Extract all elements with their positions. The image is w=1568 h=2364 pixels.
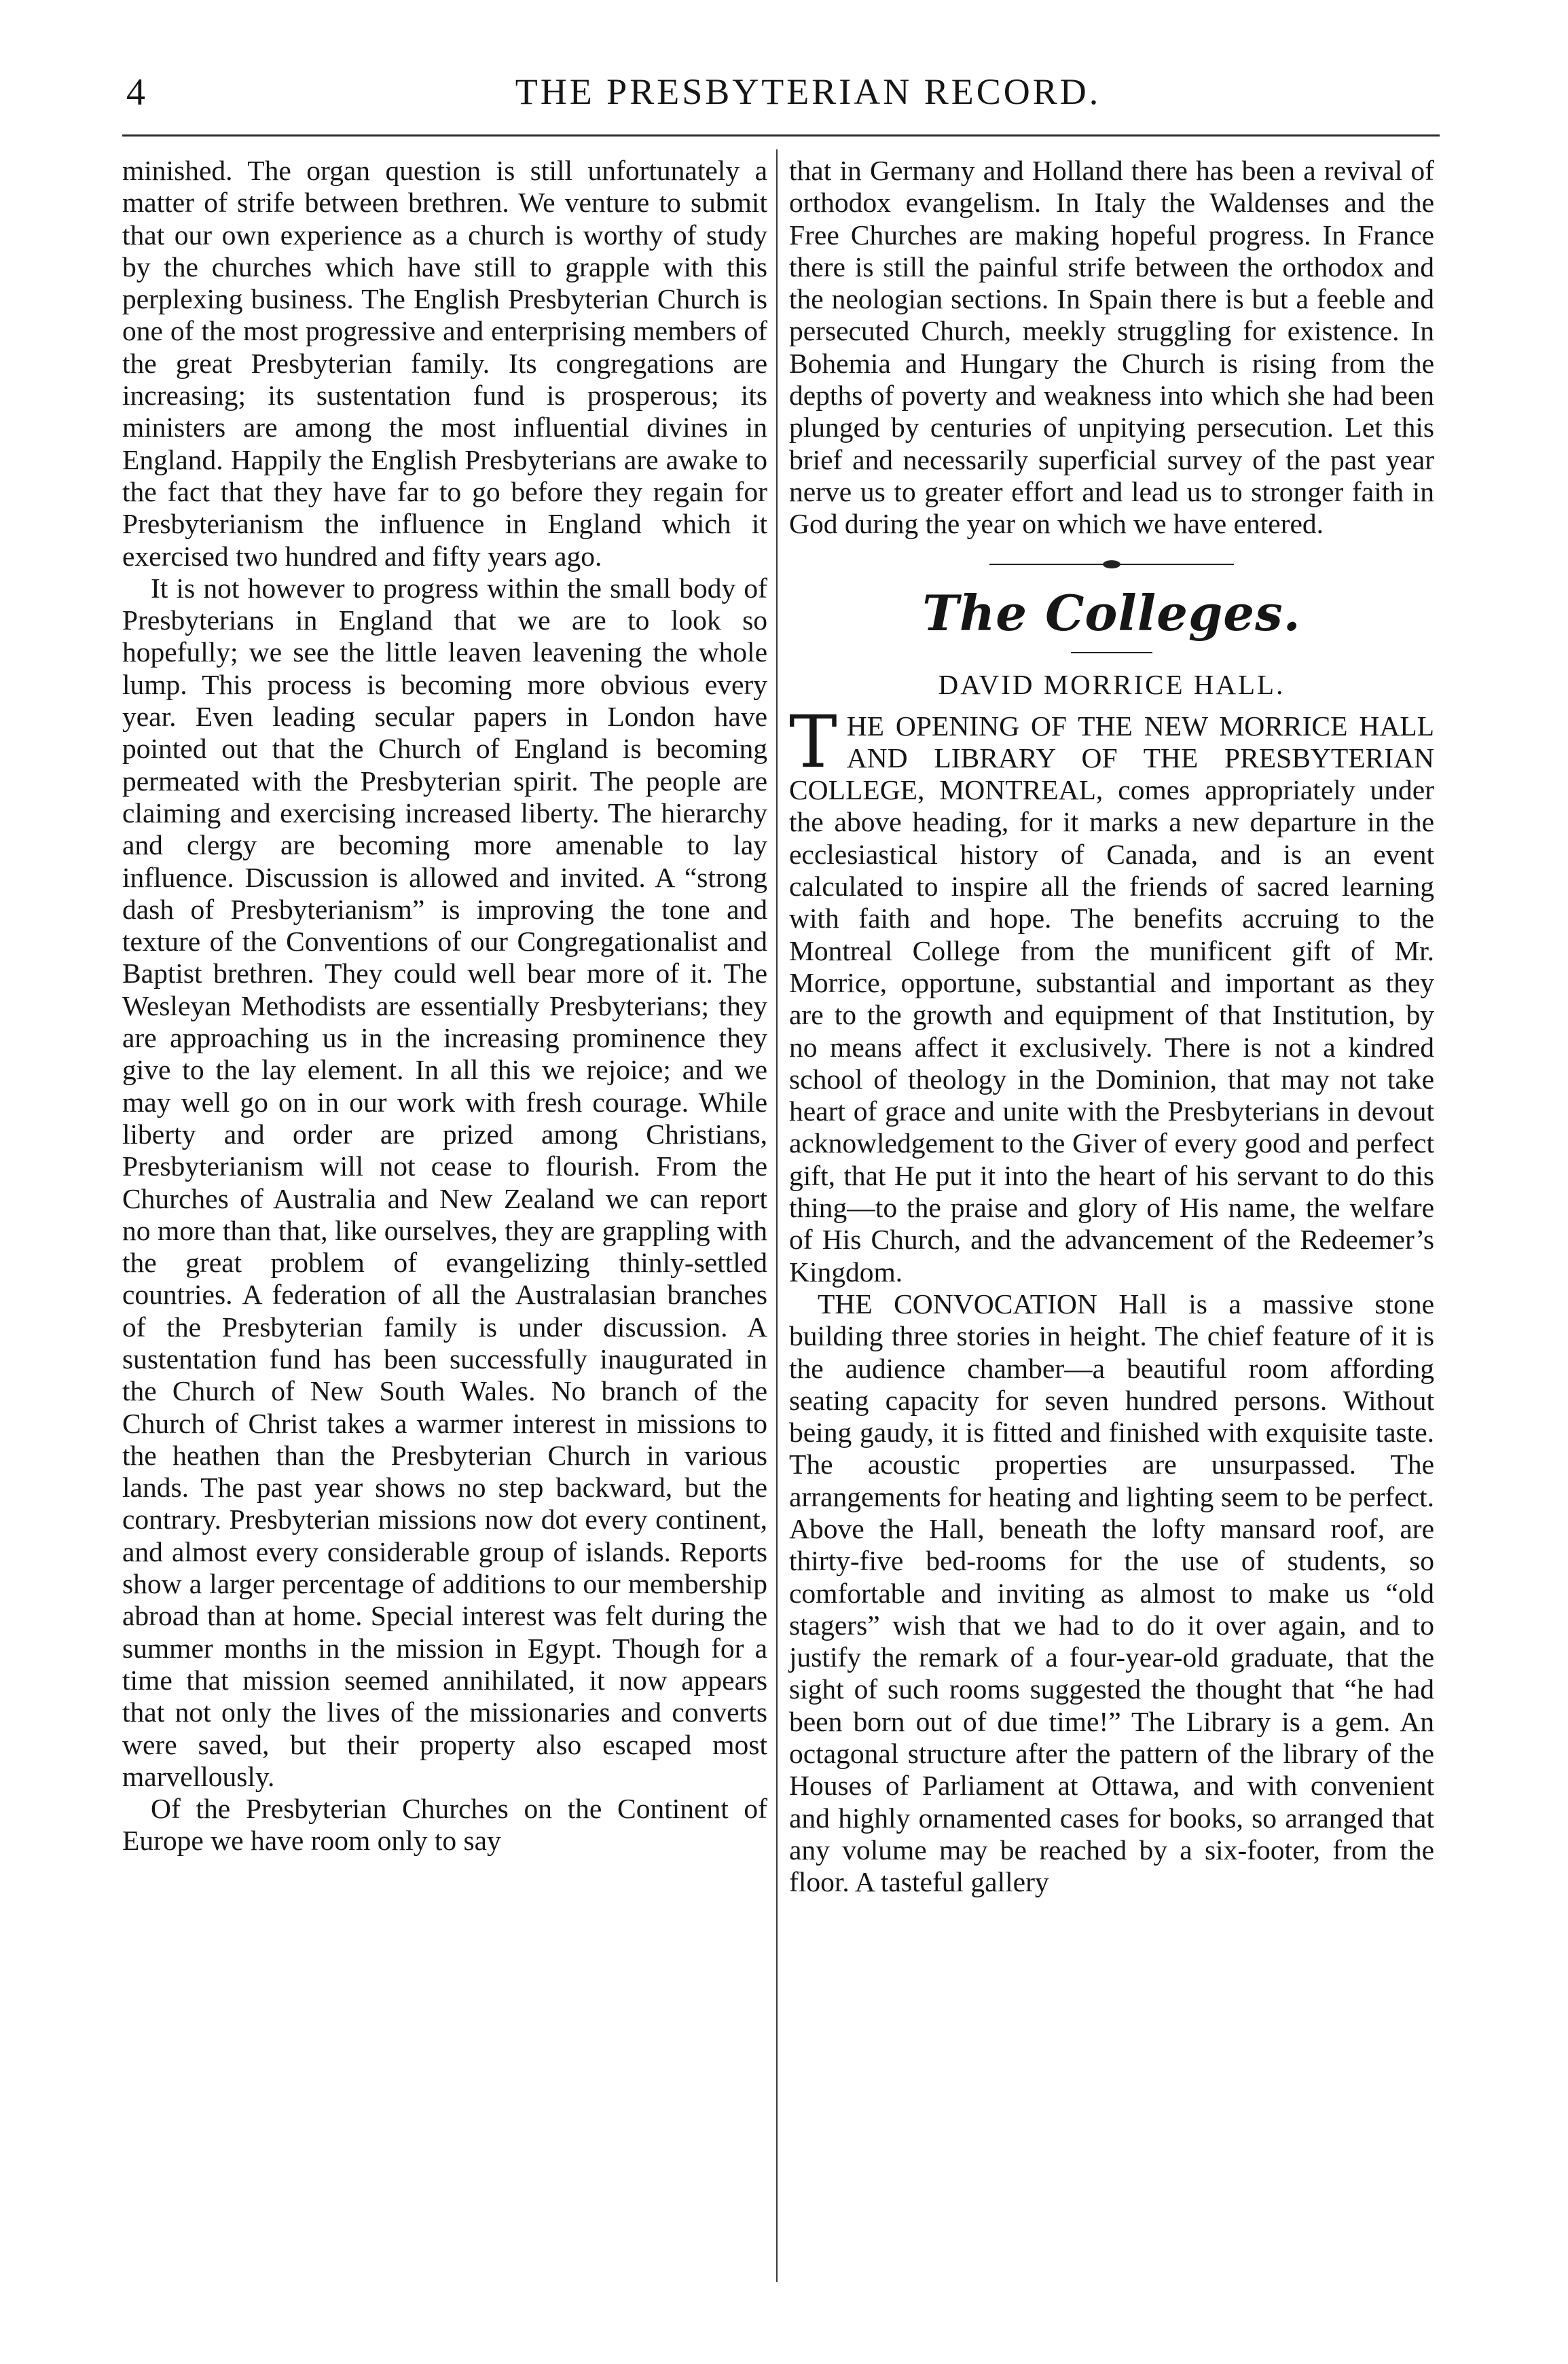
article-lead-in: HE OPENING OF THE NEW MORRICE HALL AND LIBRARY OF THE PRESBYTERIAN COLLEGE, MONTREAL,: [789, 710, 1434, 806]
left-paragraph-1: minished. The organ question is still unfortunately a matter of strife between brethren. We venture to submit that our own experience as a church is worthy of study by the churches which have still to grapple with this perplexing business. The English Presbyterian Church is one of the most progressive and enterprising members of the great Presbyterian family. Its congregations are increasing; its sustentation fund is prosperous; its ministers are among the most influential divines in England. Happily the English Presbyterians are awake to the fact that they have far to go before they regain for Presbyterianism the influence in England which it exercised two hundred and fifty years ago.: [122, 155, 767, 572]
article-paragraph-1-text: comes appropriately under the above heading, for it marks a new departure in the ecclesiastical history of Canada, and is an event calculated to inspire all the friends of sacred learning with faith and hope. The benefits accruing to the Montreal College from the munificent gift of Mr. Morrice, opportune, substantial and important as they are to the growth and equipment of that Institution, by no means affect it exclusively. There is not a kindred school of theology in the Dominion, that may not take heart of grace and unite with the Presbyterians in devout acknowledgement to the Giver of every good and perfect gift, that He put it into the heart of his servant to do this thing—to the praise and glory of His name, the welfare of His Church, and the advancement of the Redeemer’s Kingdom.: [789, 774, 1434, 1288]
article-paragraph-2: [789, 1288, 1434, 1899]
column-divider: [776, 149, 778, 2282]
section-ornament-rule: [989, 564, 1234, 565]
running-title: THE PRESBYTERIAN RECORD.: [515, 71, 1101, 112]
left-column: [122, 155, 767, 1857]
article-paragraph-2-text: Hall is a massive stone building three stories in height. The chief feature of it is the audience chamber—a beautiful room affording seating capacity for seven hundred persons. Without being gaudy, it is fitted and finished with exquisite taste. The acoustic properties are unsurpassed. The arrangements for heating and lighting seem to be perfect. Above the Hall, beneath the lofty mansard roof, are thirty-five bed-rooms for the use of students, so comfortable and inviting as almost to make us “old stagers” wish that we had to do it over again, and to justify the remark of a four-year-old graduate, that the sight of such rooms suggested the thought that “he had been born out of due time!” The Library is a gem. An octagonal structure after the pattern of the library of the Houses of Parliament at Ottawa, and with convenient and highly ornamented cases for books, so arranged that any volume may be reached by a six-footer, from the floor. A tasteful gallery: [789, 1288, 1435, 1898]
section-title: The Colleges.: [922, 583, 1301, 642]
convocation-lead-in: THE CONVOCATION: [818, 1288, 1097, 1320]
article-paragraph-1: [789, 699, 1434, 1288]
left-paragraph-2: It is not however to progress within the small body of Presbyterians in England that we are to look so hopefully; we see the little leaven leavening the whole lump. This process is becoming more obvious every year. Even leading secular papers in London have pointed out that the Church of England is becoming permeated with the Presbyterian spirit. The people are claiming and exercising increased liberty. The hierarchy and clergy are becoming more amenable to lay influence. Discussion is allowed and invited. A “strong dash of Presbyterianism” is improving the tone and texture of the Conventions of our Congregationalist and Baptist brethren. They could well bear more of it. The Wesleyan Methodists are essentially Presbyterians; they are approaching us in the increasing prominence they give to the lay element. In all this we rejoice; and we may well go on in our work with fresh courage. While liberty and order are prized among Christians, Presbyterianism will not cease to flourish. From the Churches of Australia and New Zealand we can report no more than that, like ourselves, they are grappling with the great problem of evangelizing thinly-settled countries. A federation of all the Australasian branches of the Presbyterian family is under discussion. A sustentation fund has been successfully inaugurated in the Church of New South Wales. No branch of the Church of Christ takes a warmer interest in missions to the heathen than the Presbyterian Church in various lands. The past year shows no step backward, but the contrary. Presbyterian missions now dot every continent, and almost every considerable group of islands. Reports show a larger percentage of additions to our membership abroad than at home. Special interest was felt during the summer months in the mission in Egypt. Though for a time that mission seemed annihilated, it now appears that not only the lives of the missionaries and converts were saved, but their property also escaped most marvellously.: [122, 572, 767, 1792]
title-underline: [1071, 652, 1152, 653]
right-column: [789, 155, 1434, 1899]
header-rule: [122, 134, 1440, 137]
drop-cap-letter: T: [789, 699, 837, 784]
ornament-dot: [1103, 560, 1120, 568]
page-number: 4: [126, 71, 145, 113]
article-heading: DAVID MORRICE HALL.: [938, 668, 1286, 700]
right-continuation-paragraph: that in Germany and Holland there has been a revival of orthodox evangelism. In Italy the Waldenses and the Free Churches are making hopeful progress. In France there is still the painful strife between the orthodox and the neologian sections. In Spain there is but a feeble and persecuted Church, meekly struggling for existence. In Bohemia and Hungary the Church is rising from the depths of poverty and weakness into which she had been plunged by centuries of unpitying persecution. Let this brief and necessarily superficial survey of the past year nerve us to greater effort and lead us to stronger faith in God during the year on which we have entered.: [789, 155, 1434, 540]
left-paragraph-3: Of the Presbyterian Churches on the Continent of Europe we have room only to say: [122, 1793, 767, 1857]
